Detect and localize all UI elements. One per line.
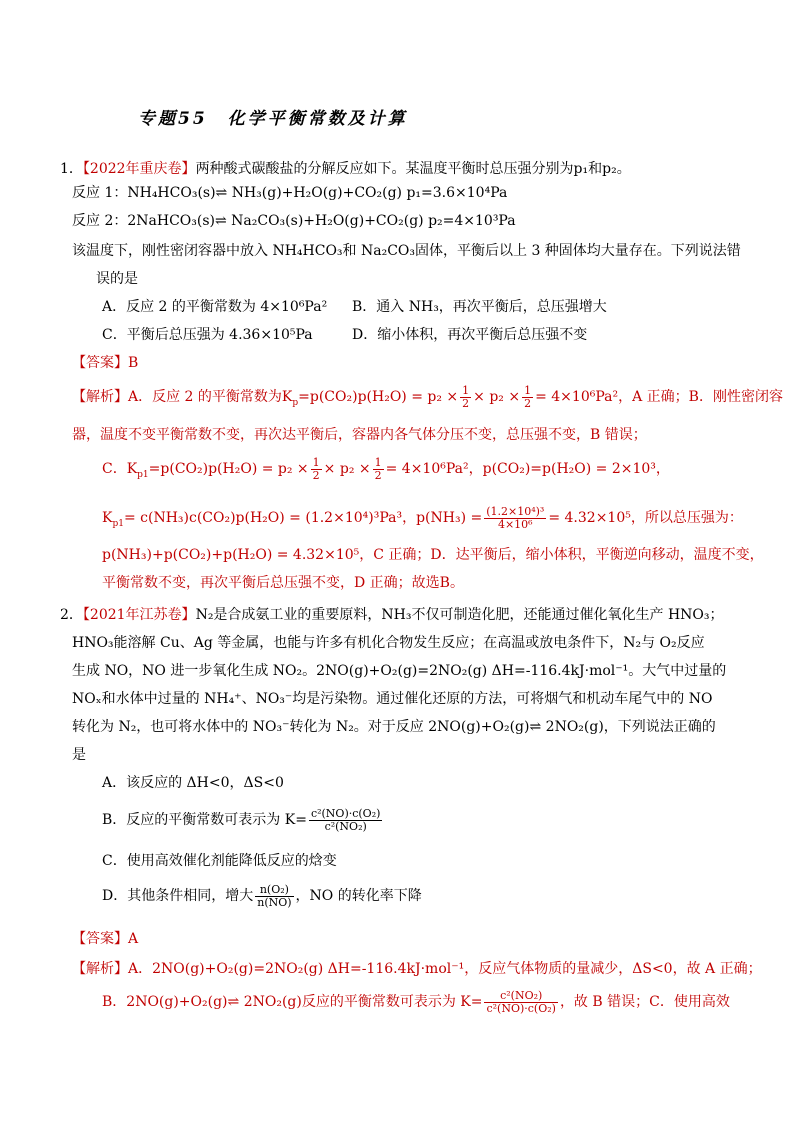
q1-exp-math: =p(CO₂)p(H₂O) = p₂ × [298, 389, 459, 405]
q1-exp-math: p(NH₃)+p(CO₂)+p(H₂O) = 4.32×10⁵ [102, 547, 360, 563]
fraction-numerator: 1 [524, 383, 532, 397]
q1-exp-math: = 4×10⁶Pa² [535, 389, 619, 405]
q2-stem-line-2: HNO₃能溶解 Cu、Ag 等金属，也能与许多有机化合物发生反应；在高温或放电条件下，N₂与 O₂反应 [72, 635, 705, 651]
q1-reaction-2: 反应 2：2NaHCO₃(s)⇌ Na₂CO₃(s)+H₂O(g)+CO₂(g) p₂=4×10³Pa [72, 213, 516, 229]
q1-exp-text: ，C 正确；D．达平衡后，缩小体积，平衡逆向移动，温度不变， [359, 547, 764, 563]
q1-answer: 【答案】B [72, 355, 139, 371]
q2-exp-line-2 [102, 988, 730, 1016]
q2-stem-line-3: 生成 NO，NO 进一步氧化生成 NO₂。2NO(g)+O₂(g)=2NO₂(g) ΔH=-116.4kJ·mol⁻¹。大气中过量的 [72, 663, 727, 679]
q1-source-tag: 【2022年重庆卷】 [82, 161, 196, 177]
q2-stem: N₂是合成氨工业的重要原料，NH₃不仅可制造化肥，还能通过催化氧化生产 HNO₃； [195, 607, 724, 623]
q2-option-d [102, 882, 422, 910]
q1-exp-math: ，p(NH₃) = [402, 510, 483, 526]
q2-option-a: A．该反应的 ΔH<0，ΔS<0 [102, 775, 284, 791]
q1-exp-line-3 [102, 456, 670, 488]
q1-option-c: C．平衡后总压强为 4.36×10⁵Pa [102, 327, 313, 343]
q1-stem: 两种酸式碳酸盐的分解反应如下。某温度平衡时总压强分别为p₁和p₂。 [195, 161, 631, 177]
q1-exp-fraction [484, 506, 546, 531]
fraction-denominator: 2 [462, 396, 470, 410]
q1-exp-math: × p₂ × [323, 461, 371, 477]
fraction-denominator: c²(NO₂) [324, 819, 367, 833]
q1-exp-fraction [460, 385, 471, 410]
q1-exp-text: A．反应 2 的平衡常数为K [128, 389, 293, 405]
q2-stem-line-1 [60, 604, 724, 626]
fraction-numerator: 1 [312, 455, 320, 469]
q2-exp-fraction [484, 990, 557, 1015]
q2-exp-text: ，故 B 错误；C．使用高效 [559, 994, 730, 1010]
fraction-denominator: 4×10⁶ [497, 517, 533, 531]
q2-option-b-text: B．反应的平衡常数可表示为 K= [102, 812, 307, 828]
fraction-denominator: 2 [524, 396, 532, 410]
q1-exp-math: = 4×10⁶Pa² [385, 461, 469, 477]
q1-exp-math: K [102, 510, 113, 526]
fraction-numerator: c²(NO)·c(O₂) [310, 806, 381, 820]
q1-option-b: B．通入 NH₃，再次平衡后，总压强增大 [352, 299, 607, 315]
q1-exp-line-4 [102, 504, 743, 538]
page-title: 专题55 化学平衡常数及计算 [138, 109, 408, 129]
q2-stem-line-5: 转化为 N₂，也可将水体中的 NO₃⁻转化为 N₂。对于反应 2NO(g)+O₂(g)⇌ 2NO₂(g)，下列说法正确的 [72, 719, 716, 735]
q2-option-d-text: ，NO 的转化率下降 [295, 888, 422, 904]
q2-exp-text: B．2NO(g)+O₂(g)⇌ 2NO₂(g)反应的平衡常数可表示为 K= [102, 994, 483, 1010]
fraction-denominator: c²(NO)·c(O₂) [486, 1001, 556, 1015]
q1-exp-text: C．K [102, 461, 138, 477]
q2-number: 2． [60, 607, 83, 623]
q2-exp-text: A．2NO(g)+O₂(g)=2NO₂(g) ΔH=-116.4kJ·mol⁻¹，反应气体物质的量减少，ΔS<0，故 A 正确； [128, 961, 762, 977]
q1-exp-sub: p [292, 397, 299, 408]
q1-exp-fraction [311, 457, 322, 482]
q1-reaction-1: 反应 1：NH₄HCO₃(s)⇌ NH₃(g)+H₂O(g)+CO₂(g) p₁=3.6×10⁴Pa [72, 185, 508, 201]
q1-exp-sub: p1 [137, 469, 149, 480]
q1-option-a: A．反应 2 的平衡常数为 4×10⁶Pa² [102, 299, 328, 315]
fraction-numerator: 1 [462, 383, 470, 397]
q1-exp-text: ， [655, 461, 670, 477]
q1-exp-line-1 [72, 384, 783, 416]
q2-option-b-fraction [309, 808, 382, 833]
q1-exp-fraction [522, 385, 533, 410]
fraction-numerator: (1.2×10⁴)³ [486, 504, 545, 518]
q1-exp-math: = 4.32×10⁵ [548, 510, 631, 526]
q1-exp-math: × p₂ × [473, 389, 521, 405]
q1-exp-line-5 [102, 544, 764, 566]
q2-option-d-fraction [255, 884, 293, 909]
q2-exp-tag: 【解析】 [72, 961, 128, 977]
q2-exp-line-1 [72, 958, 762, 980]
fraction-numerator: c²(NO₂) [484, 990, 557, 1003]
q1-exp-text: ，A 正确；B．刚性密闭容 [618, 389, 783, 405]
q1-exp-math: ，p(CO₂)=p(H₂O) = 2×10³ [468, 461, 656, 477]
q2-option-d-text: D．其他条件相同，增大 [102, 888, 254, 904]
q2-option-b [102, 806, 384, 834]
fraction-numerator: n(O₂) [255, 884, 293, 897]
q1-stem-line [60, 158, 631, 180]
q1-option-d: D．缩小体积，再次平衡后总压强不变 [352, 327, 588, 343]
q1-exp-sub: p1 [112, 518, 124, 529]
fraction-numerator: 1 [374, 455, 382, 469]
q2-stem-line-6: 是 [72, 747, 86, 763]
q1-exp-tag: 【解析】 [72, 389, 128, 405]
q1-exp-text: ，所以总压强为： [630, 510, 743, 526]
q1-exp-fraction [373, 457, 384, 482]
q2-source-tag: 【2021年江苏卷】 [82, 607, 196, 623]
q1-number: 1． [60, 161, 83, 177]
fraction-denominator: 2 [312, 468, 320, 482]
q1-exp-line-6: 平衡常数不变，再次平衡后总压强不变，D 正确；故选B。 [102, 575, 464, 591]
fraction-denominator: n(NO) [257, 895, 292, 909]
q1-exp-math: =p(CO₂)p(H₂O) = p₂ × [148, 461, 309, 477]
q2-option-c: C．使用高效催化剂能降低反应的焓变 [102, 853, 337, 869]
fraction-denominator: 2 [374, 468, 382, 482]
q1-exp-math: = c(NH₃)c(CO₂)p(H₂O) = (1.2×10⁴)³Pa³ [123, 510, 403, 526]
q2-stem-line-4: NOₓ和水体中过量的 NH₄⁺、NO₃⁻均是污染物。通过催化还原的方法，可将烟气和机动车尾气中的 NO [72, 691, 713, 707]
q1-setup-line-1: 该温度下，刚性密闭容器中放入 NH₄HCO₃和 Na₂CO₃固体，平衡后以上 3 种固体均大量存在。下列说法错 [72, 243, 741, 259]
q1-exp-line-2: 器，温度不变平衡常数不变，再次达平衡后，容器内各气体分压不变，总压强不变，B 错误； [72, 427, 647, 443]
q2-answer: 【答案】A [72, 931, 139, 947]
q1-setup-line-2: 误的是 [96, 271, 138, 287]
